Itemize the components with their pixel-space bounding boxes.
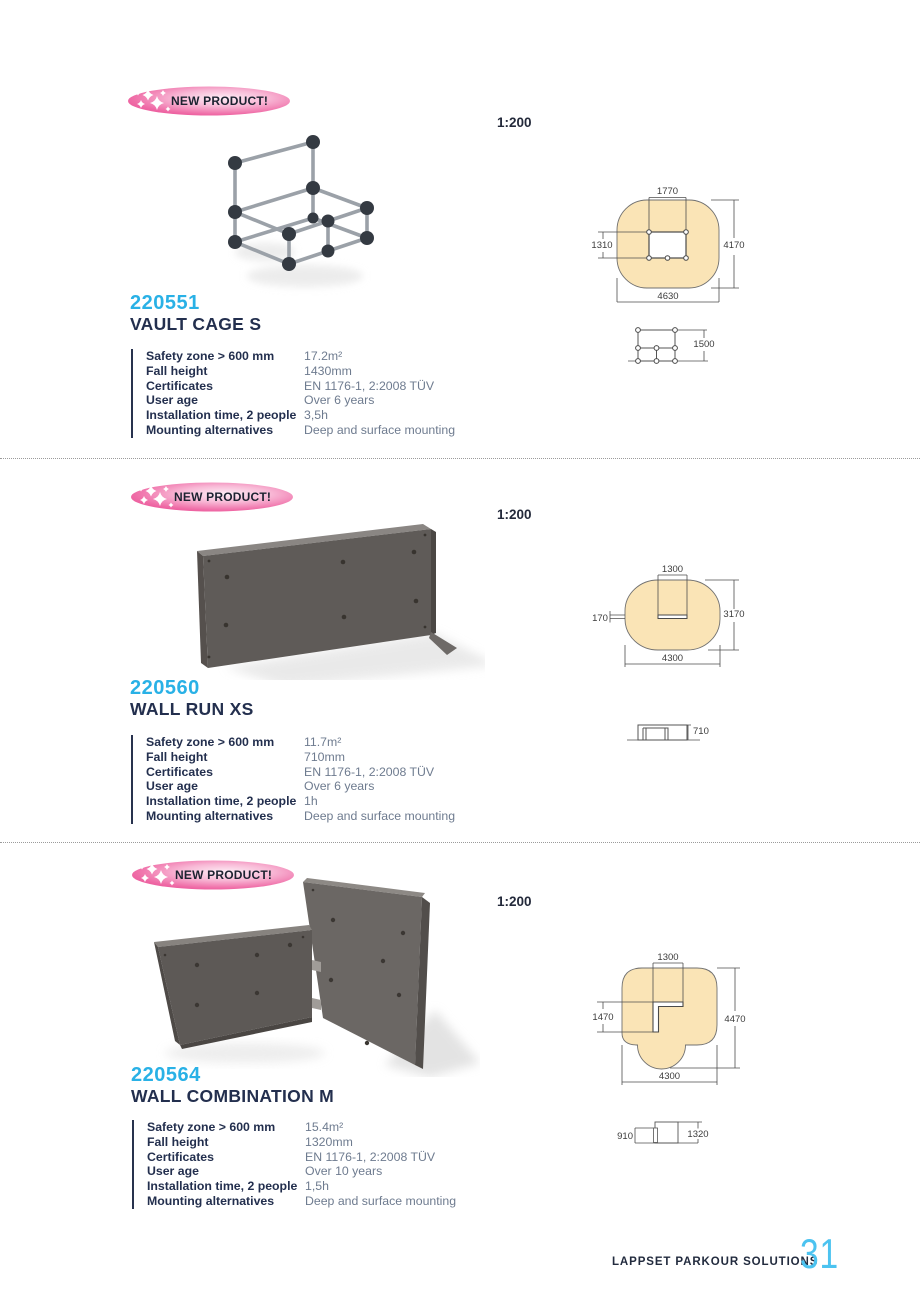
dim-label-side-right-height: 1320	[687, 1129, 709, 1140]
spec-label: Certificates	[146, 764, 213, 779]
spec-label: Fall height	[146, 749, 208, 764]
spec-row	[146, 735, 476, 750]
scale-label: 1:200	[497, 894, 532, 909]
section-divider	[0, 842, 920, 843]
spec-value: 1320mm	[305, 1134, 353, 1149]
dim-label-left-height: 1310	[591, 240, 613, 251]
dim-label-side-height: 710	[693, 726, 709, 737]
side-view	[617, 1122, 708, 1143]
product-code: 220560	[130, 677, 200, 699]
badge-label: NEW PRODUCT!	[174, 490, 272, 504]
spec-label: Certificates	[147, 1149, 214, 1164]
dim-label-bottom-width: 4630	[657, 291, 679, 302]
spec-label: User age	[146, 393, 198, 408]
spec-row	[146, 779, 476, 794]
spec-value: Over 6 years	[304, 779, 375, 794]
spec-value: Over 6 years	[304, 393, 375, 408]
spec-label: Fall height	[146, 363, 208, 378]
spec-row	[146, 349, 476, 364]
spec-value: 3,5h	[304, 408, 328, 423]
spec-value: 1h	[304, 794, 318, 809]
dim-label-bottom-width: 4300	[661, 653, 684, 664]
spec-value: 15.4m²	[305, 1120, 344, 1134]
dim-label-side-height: 1500	[693, 339, 715, 350]
spec-row	[147, 1120, 477, 1135]
dim-label-top-width: 1300	[657, 952, 679, 963]
spec-value: 1,5h	[305, 1179, 329, 1194]
spec-row	[146, 408, 476, 423]
spec-row	[147, 1135, 477, 1150]
spec-row	[146, 750, 476, 765]
spec-label: Safety zone > 600 mm	[146, 349, 275, 363]
spec-row	[146, 364, 476, 379]
spec-row	[147, 1164, 477, 1179]
product-name: VAULT CAGE S	[130, 314, 262, 334]
low-wall-panel	[154, 925, 312, 1049]
spec-label: Certificates	[146, 378, 213, 393]
safety-zone-diagram-wall-run	[590, 560, 765, 755]
spec-row	[146, 379, 476, 394]
safety-zone-shape	[622, 968, 717, 1069]
spec-table	[131, 735, 476, 824]
dim-label-bottom-width: 4300	[658, 1071, 681, 1082]
spec-value: 11.7m²	[304, 735, 342, 749]
dim-label-left-height: 1470	[592, 1012, 614, 1023]
spec-row	[147, 1150, 477, 1165]
safety-zone-diagram-wall-combination	[590, 945, 775, 1155]
badge-label: NEW PRODUCT!	[171, 94, 269, 108]
spec-row	[146, 794, 476, 809]
scale-label: 1:200	[497, 507, 532, 522]
dim-label-right-height: 4470	[724, 1014, 746, 1025]
badge-label: NEW PRODUCT!	[175, 868, 273, 882]
side-view	[628, 328, 715, 364]
spec-label: Safety zone > 600 mm	[147, 1120, 276, 1134]
spec-row	[146, 765, 476, 780]
spec-label: Safety zone > 600 mm	[146, 735, 275, 749]
spec-value: EN 1176-1, 2:2008 TÜV	[305, 1149, 436, 1164]
side-view	[627, 725, 709, 740]
product-name: WALL COMBINATION M	[131, 1086, 335, 1106]
equipment-footprint	[649, 232, 686, 258]
spec-row	[147, 1179, 477, 1194]
product-code: 220564	[131, 1064, 201, 1086]
spec-label: Mounting alternatives	[146, 808, 274, 823]
spec-label: Installation time, 2 people	[146, 794, 297, 809]
spec-value: EN 1176-1, 2:2008 TÜV	[304, 764, 435, 779]
product-name: WALL RUN XS	[130, 699, 254, 719]
equipment-footprint	[658, 615, 687, 619]
spec-value: Deep and surface mounting	[305, 1193, 457, 1208]
spec-label: User age	[147, 1164, 199, 1179]
safety-zone-diagram-vault-cage	[590, 178, 765, 373]
scale-label: 1:200	[497, 115, 532, 130]
product-code: 220551	[130, 292, 200, 314]
spec-value: EN 1176-1, 2:2008 TÜV	[304, 378, 435, 393]
spec-row	[146, 809, 476, 824]
dim-label-top-width: 1770	[656, 186, 679, 197]
spec-label: Installation time, 2 people	[147, 1179, 298, 1194]
spec-value: Over 10 years	[305, 1164, 383, 1179]
page-number: 31	[800, 1230, 839, 1277]
spec-value: 17.2m²	[304, 349, 343, 363]
spec-label: User age	[146, 779, 198, 794]
spec-value: 1430mm	[304, 363, 352, 378]
product-photo-vault-cage	[205, 100, 405, 305]
spec-row	[147, 1194, 477, 1209]
dim-label-top-width: 1300	[661, 564, 684, 575]
spec-value: Deep and surface mounting	[304, 422, 456, 437]
spec-table	[132, 1120, 477, 1209]
footer-brand: LAPPSET PARKOUR SOLUTIONS	[612, 1256, 819, 1268]
product-photo-wall-combination	[135, 865, 480, 1077]
dim-label-side-left-height: 910	[617, 1131, 633, 1142]
spec-value: 710mm	[304, 749, 346, 764]
spec-label: Mounting alternatives	[147, 1193, 275, 1208]
spec-row	[146, 423, 476, 438]
spec-row	[146, 393, 476, 408]
dim-label-left-thickness: 170	[592, 613, 608, 624]
spec-table	[131, 349, 476, 438]
tall-wall-panel	[303, 878, 430, 1069]
product-photo-wall-run	[195, 505, 485, 680]
section-divider	[0, 458, 920, 459]
spec-value: Deep and surface mounting	[304, 808, 456, 823]
dim-label-right-height: 3170	[723, 609, 745, 620]
dim-label-right-height: 4170	[723, 240, 745, 251]
spec-label: Mounting alternatives	[146, 422, 274, 437]
spec-label: Installation time, 2 people	[146, 408, 297, 423]
spec-label: Fall height	[147, 1134, 209, 1149]
